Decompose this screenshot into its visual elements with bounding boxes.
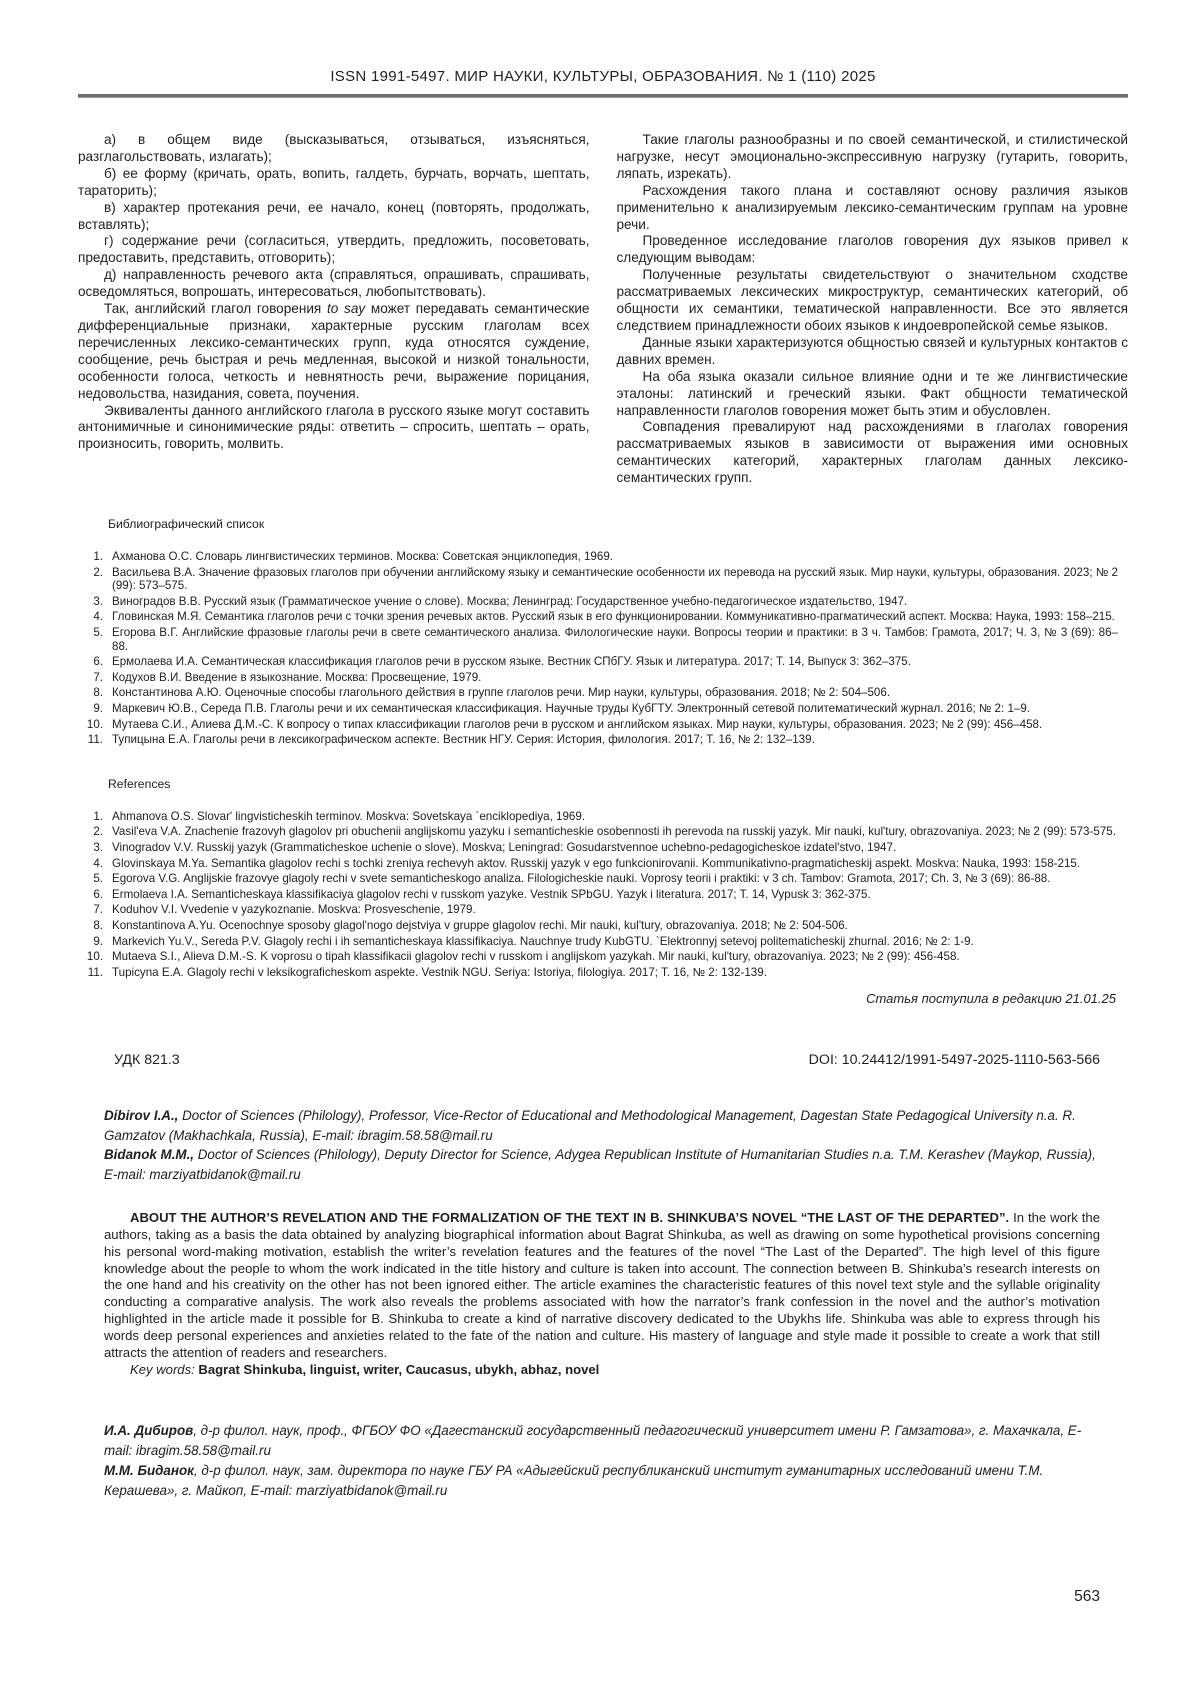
doi-label: DOI: 10.24412/1991-5497-2025-1110-563-566: [808, 1052, 1100, 1069]
author-name: М.М. Биданок: [104, 1463, 194, 1479]
entry-text: Кодухов В.И. Введение в языкознание. Москва: Просвещение, 1979.: [112, 670, 482, 684]
entry-text: Васильева В.А. Значение фразовых глаголов при обучении английскому языку и семантические особенности их перевода на русский язык. Мир науки, культуры, образования. 2023; № 2 (99): 573–575.: [112, 565, 1118, 593]
bibliography-entry: [78, 655, 1128, 669]
author-entry: [104, 1106, 1100, 1145]
author-name: Bidanok M.M.,: [104, 1147, 195, 1163]
reference-entry: [78, 825, 1128, 839]
entry-text: Konstantinova A.Yu. Ocenochnye sposoby glagol'nogo dejstviya v gruppe glagolov rechi. Mir nauki, kul'tury, obrazovaniya. 2018; № 2: 504-506.: [112, 918, 848, 932]
paragraph: [78, 301, 590, 402]
paragraph-text: может передавать семантические дифференциальные признаки, характерные русским глаголам всех перечисленных лексико-семантических групп, куда относятся суждение, сообщение, речь быстрая и речь медленная, высокой и низкой тональности, особенности голоса, четкость и невнятность речи, выражение порицания, недовольства, назидания, совета, поучения.: [78, 301, 590, 401]
entry-text: Koduhov V.I. Vvedenie v yazykoznanie. Moskva: Prosveschenie, 1979.: [112, 903, 476, 917]
authors-en-block: [104, 1106, 1100, 1184]
author-entry: [104, 1421, 1100, 1461]
bibliography-entry: [78, 671, 1128, 685]
bibliography-heading: Библиографический список: [108, 517, 265, 532]
abstract-block: [104, 1210, 1100, 1361]
reference-entry: [78, 857, 1128, 871]
column-right: [617, 132, 1129, 487]
bibliography-list: [78, 550, 1128, 747]
entry-text: Markevich Yu.V., Sereda P.V. Glagoly rechi i ih semanticheskaya klassifikaciya. Nauchnye trudy KubGTU. `Elektronnyj setevoj politematicheskij zhurnal. 2016; № 2: 1-9.: [112, 934, 974, 948]
paragraph: г) содержание речи (согласиться, утвердить, предложить, посоветовать, предоставить, представить, отговорить);: [78, 233, 590, 266]
reference-entry: [78, 888, 1128, 902]
author-name: И.А. Дибиров: [104, 1423, 194, 1439]
entry-text: Vasil'eva V.A. Znachenie frazovyh glagolov pri obuchenii anglijskomu yazyku i semanticheskie osobennosti ih perevoda na russkij yazyk. Mir nauki, kul'tury, obrazovaniya. 2023; № 2 (99): 573-575.: [112, 825, 1116, 839]
entry-number: 11.: [87, 733, 103, 747]
entry-number: 8.: [93, 918, 103, 932]
bibliography-entry: [78, 566, 1128, 593]
bibliography-entry: [78, 626, 1128, 653]
entry-number: 10.: [86, 717, 103, 731]
abstract-body: In the work the authors, taking as a basis the data obtained by analyzing biographical information about Bagrat Shinkuba, as well as drawing on some hypothetical provisions concerning his personal word-making motivation, establish the writer’s revelation features and the features of the novel “The Last of the Departed”. The high level of this figure knowledge about the people to whom the work indicated in the title history and culture is taken into account. The connection between B. Shinkuba’s research interests on the one hand and his creativity on the other has not been ignored either. The article examines the characteristic features of this novel text style and the syllable originality conducting a comparative analysis. The work also reveals the problems associated with how the narrator’s frank confession in the novel and the author’s motivation highlighted in the article made it possible for B. Shinkuba to create a kind of narrative discovery dedicated to the Ubykhs life. Shinkuba was able to express through his words deep personal experiences and anxieties related to the fate of the nation and culture. His mastery of language and style made it possible to create a work that still attracts the attention of readers and researchers.: [104, 1210, 1100, 1360]
bibliography-entry: [78, 595, 1128, 609]
entry-text: Vinogradov V.V. Russkij yazyk (Grammaticheskoe uchenie o slove). Moskva; Leningrad: Gosudarstvennoe uchebno-pedagogicheskoe izdatel'stvo, 1947.: [112, 840, 897, 854]
udk-label: УДК 821.3: [114, 1052, 180, 1069]
entry-text: Tupicyna E.A. Glagoly rechi v leksikograficheskom aspekte. Vestnik NGU. Seriya: Istoriya, filologiya. 2017; T. 16, № 2: 132-139.: [112, 965, 767, 979]
bibliography-section: [78, 517, 1128, 747]
references-section: [78, 777, 1128, 980]
entry-text: Ахманова О.С. Словарь лингвистических терминов. Москва: Советская энциклопедия, 1969.: [112, 550, 613, 564]
column-left: [78, 132, 590, 487]
entry-text: Egorova V.G. Anglijskie frazovye glagoly rechi v svete semanticheskogo analiza. Filologicheskie nauki. Voprosy teorii i praktiki: v 3 ch. Tambov: Gramota, 2017; Ch. 3, № 3 (69): 86-88.: [112, 872, 1051, 886]
entry-number: 3.: [93, 840, 103, 854]
reference-entry: [78, 966, 1128, 980]
entry-text: Mutaeva S.I., Alieva D.M.-S. K voprosu o tipah klassifikacii glagolov rechi v russkom i anglijskom yazykah. Mir nauki, kul'tury, obrazovaniya. 2023; № 2 (99): 456-458.: [112, 950, 960, 964]
page-number: 563: [1074, 1588, 1100, 1605]
paragraph: д) направленность речевого акта (справляться, опрашивать, спрашивать, осведомляться, вопрошать, интересоваться, любопытствовать).: [78, 267, 590, 300]
keywords-line: [104, 1362, 1100, 1379]
entry-text: Егорова В.Г. Английские фразовые глаголы речи в свете семантического анализа. Филологические науки. Вопросы теории и практики: в 3 ч. Тамбов: Грамота, 2017; Ч. 3, № 3 (69): 86–88.: [112, 626, 1118, 653]
entry-text: Ермолаева И.А. Семантическая классификация глаголов речи в русском языке. Вестник СПбГУ. Язык и литература. 2017; Т. 14, Выпуск 3: 362–375.: [112, 655, 911, 669]
entry-text: Тупицына Е.А. Глаголы речи в лексикографическом аспекте. Вестник НГУ. Серия: История, филология. 2017; Т. 16, № 2: 132–139.: [112, 733, 815, 747]
entry-text: Мутаева С.И., Алиева Д.М.-С. К вопросу о типах классификации глаголов речи в русском и английском языках. Мир науки, культуры, образования. 2023; № 2 (99): 456–458.: [112, 717, 1043, 731]
abstract-title: ABOUT THE AUTHOR’S REVELATION AND THE FORMALIZATION OF THE TEXT IN B. SHINKUBA’S NOVEL “THE LAST OF THE DEPARTED”.: [130, 1210, 1010, 1226]
entry-number: 1.: [93, 809, 103, 823]
author-name: Dibirov I.A.,: [104, 1108, 179, 1124]
entry-number: 9.: [93, 701, 103, 715]
entry-number: 7.: [93, 903, 103, 917]
paragraph: а) в общем виде (высказываться, отзываться, изъясняться, разглагольствовать, излагать);: [78, 132, 590, 164]
entry-number: 5.: [93, 872, 103, 886]
reference-entry: [78, 903, 1128, 917]
bibliography-entry: [78, 718, 1128, 732]
paragraph: Данные языки характеризуются общностью связей и культурных контактов с давних времен.: [616, 334, 1128, 367]
entry-text: Гловинская М.Я. Семантика глаголов речи с точки зрения речевых актов. Русский язык в его функционировании. Коммуникативно-прагматический аспект. Москва: Наука, 1993: 158–215.: [112, 610, 1115, 624]
entry-number: 6.: [93, 655, 103, 669]
entry-number: 7.: [93, 670, 103, 684]
entry-text: Ermolaeva I.A. Semanticheskaya klassifikaciya glagolov rechi v russkom yazyke. Vestnik SPbGU. Yazyk i literatura. 2017; T. 14, Vypusk 3: 362-375.: [112, 887, 871, 901]
received-note: Статья поступила в редакцию 21.01.25: [866, 991, 1116, 1007]
reference-entry: [78, 919, 1128, 933]
references-heading: References: [108, 776, 171, 791]
paragraph: Такие глаголы разнообразны и по своей семантической, и стилистической нагрузке, несут эмоционально-экспрессивную нагрузку (гутарить, говорить, ляпать, изрекать).: [616, 132, 1128, 181]
reference-entry: [78, 935, 1128, 949]
entry-text: Виноградов В.В. Русский язык (Грамматическое учение о слове). Москва; Ленинград: Государственное учебно-педагогическое издательство, 1947.: [112, 594, 908, 608]
references-list: [78, 810, 1128, 980]
author-entry: [104, 1145, 1100, 1184]
entry-number: 3.: [93, 594, 103, 608]
entry-number: 4.: [93, 610, 103, 624]
entry-number: 1.: [93, 550, 103, 564]
paragraph: б) ее форму (кричать, орать, вопить, галдеть, бурчать, ворчать, шептать, тараторить);: [78, 165, 590, 198]
author-info: Doctor of Sciences (Philology), Deputy Director for Science, Adygea Republican Institute of Humanitarian Studies n.a. T.M. Kerashev (Maykop, Russia), E-mail: marziyatbidanok@mail.ru: [104, 1147, 1096, 1182]
entry-text: Ahmanova O.S. Slovar' lingvisticheskih terminov. Moskva: Sovetskaya `enciklopediya, 1969.: [112, 809, 586, 823]
bibliography-entry: [78, 733, 1128, 747]
article-columns: [78, 132, 1128, 487]
bibliography-entry: [78, 550, 1128, 564]
reference-entry: [78, 872, 1128, 886]
next-article-head: [78, 1052, 1128, 1501]
keywords-label: Key words:: [130, 1362, 199, 1378]
entry-number: 2.: [93, 825, 103, 839]
author-info: Doctor of Sciences (Philology), Professor, Vice-Rector of Educational and Methodological Management, Dagestan State Pedagogical University n.a. R. Gamzatov (Makhachkala, Russia), E-mail: ibragim.58.58@mail.ru: [104, 1108, 1076, 1143]
journal-header-line: ISSN 1991-5497. МИР НАУКИ, КУЛЬТУРЫ, ОБРАЗОВАНИЯ. № 1 (110) 2025: [330, 68, 876, 85]
paragraph: Расхождения такого плана и составляют основу различия языков применительно к анализируемым лексико-семантическим группам на уровне речи.: [616, 182, 1128, 232]
authors-ru-block: [104, 1421, 1100, 1501]
bibliography-entry: [78, 610, 1128, 624]
entry-text: Glovinskaya M.Ya. Semantika glagolov rechi s tochki zreniya rechevyh aktov. Russkij yazyk v ego funkcionirovanii. Kommunikativno-pragmaticheskij aspekt. Moskva: Nauka, 1993: 158-215.: [112, 856, 1081, 870]
bibliography-entry: [78, 686, 1128, 700]
paragraph-text: Так, английский глагол говорения: [104, 301, 327, 317]
entry-number: 5.: [93, 626, 103, 639]
bibliography-entry: [78, 702, 1128, 716]
entry-number: 2.: [93, 565, 103, 579]
italic-term: to say: [327, 301, 366, 317]
entry-text: Константинова А.Ю. Оценочные способы глагольного действия в группе глаголов речи. Мир науки, культуры, образования. 2018; № 2: 504–506.: [112, 686, 891, 700]
entry-number: 6.: [93, 887, 103, 901]
keywords-value: Bagrat Shinkuba, linguist, writer, Caucasus, ubykh, abhaz, novel: [198, 1362, 600, 1378]
reference-entry: [78, 950, 1128, 964]
reference-entry: [78, 841, 1128, 855]
paragraph: Эквиваленты данного английского глагола в русского языке могут составить антонимичные и синонимические ряды: ответить – спросить, шептать – орать, произносить, говорить, молвить.: [78, 402, 590, 452]
entry-text: Маркевич Ю.В., Середа П.В. Глаголы речи и их семантическая классификация. Научные труды КубГТУ. Электронный сетевой политематический журнал. 2016; № 2: 1–9.: [112, 701, 1031, 715]
header-rule: [78, 94, 1128, 98]
paragraph: На оба языка оказали сильное влияние одни и те же лингвистические эталоны: латинский и греческий языки. Факт общности тематической направленности глаголов говорения может быть этим и обусловлен.: [616, 368, 1128, 418]
paragraph: Совпадения превалируют над расхождениями в глаголах говорения рассматриваемых языков в зависимости от выражения ими основных семантических категорий, характерных глаголам данных лексико-семантических групп.: [616, 419, 1128, 486]
author-info: , д-р филол. наук, зам. директора по науке ГБУ РА «Адыгейский республиканский институт гуманитарных исследований имени Т.М. Керашева», г. Майкоп, E-mail: marziyatbidanok@mail.ru: [104, 1463, 1044, 1499]
paragraph: Полученные результаты свидетельствуют о значительном сходстве рассматриваемых лексических микроструктур, семантических категорий, об общности их семантики, тематической направленности. Все это является следствием принадлежности обоих языков к индоевропейской семье языков.: [616, 267, 1128, 333]
entry-number: 8.: [93, 686, 103, 700]
author-entry: [104, 1461, 1100, 1501]
udk-doi-row: [104, 1052, 1100, 1068]
paragraph: Проведенное исследование глаголов говорения дух языков привел к следующим выводам:: [616, 233, 1128, 266]
entry-number: 9.: [93, 934, 103, 948]
entry-number: 4.: [93, 856, 103, 870]
abstract-paragraph: [104, 1210, 1100, 1361]
paragraph: в) характер протекания речи, ее начало, конец (повторять, продолжать, вставлять);: [78, 199, 590, 232]
author-info: , д-р филол. наук, проф., ФГБОУ ФО «Дагестанский государственный педагогический университет имени Р. Гамзатова», г. Махачкала, E-mail: ibragim.58.58@mail.ru: [104, 1423, 1082, 1459]
entry-number: 11.: [87, 965, 103, 979]
reference-entry: [78, 810, 1128, 824]
entry-number: 10.: [86, 950, 103, 964]
